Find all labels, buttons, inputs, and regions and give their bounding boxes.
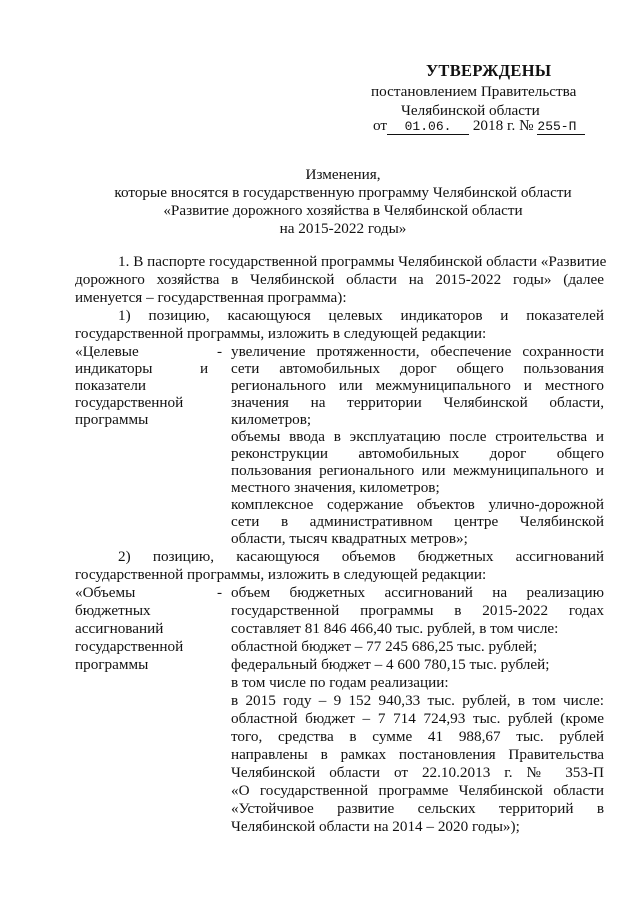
item2-text-line: государственной программы в 2015-2022 годах: [231, 602, 604, 619]
title-line-2: которые вносятся в государственную программу Челябинской области: [114, 184, 572, 201]
approval-heading: УТВЕРЖДЕНЫ: [426, 61, 552, 80]
item1-text-line: объемы ввода в эксплуатацию после строительства и: [231, 428, 604, 445]
item1-text-line: увеличение протяженности, обеспечение сохранности: [231, 343, 604, 360]
item1-text-line: области, тысяч квадратных метров»;: [231, 530, 468, 547]
item1-label-line: индикаторы: [75, 360, 153, 377]
item2-text-line: областной бюджет – 7 714 724,93 тыс. рублей (кроме: [231, 710, 604, 727]
item1-label-line: государственной: [75, 394, 184, 411]
item2-text-line: того, средства в сумме 41 988,67 тыс. рублей: [231, 728, 604, 745]
item2-label-line: «Объемы: [75, 584, 136, 601]
item1-text-line: местного значения, километров;: [231, 479, 440, 496]
item1-line-2: государственной программы, изложить в следующей редакции:: [75, 325, 487, 342]
item1-text-line: пользования регионального или межмуниципального и: [231, 462, 604, 479]
intro-line-2: дорожного хозяйства в Челябинской области на 2015-2022 годы» (далее: [75, 271, 604, 288]
item2-text-line: «О государственной программе Челябинской области: [231, 782, 604, 799]
item1-text-line: значения на территории Челябинской области,: [231, 394, 604, 411]
item1-text-line: сети в административном центре Челябинской: [231, 513, 604, 530]
item2-line-2: государственной программы, изложить в следующей редакции:: [75, 566, 487, 583]
item1-label-line: программы: [75, 411, 149, 428]
title-line-4: на 2015-2022 годы»: [279, 220, 407, 237]
item2-label-line: бюджетных: [75, 602, 151, 619]
approval-line-1: постановлением Правительства: [371, 83, 577, 100]
approval-number: 255-П: [537, 119, 585, 135]
item2-text-line: объем бюджетных ассигнований на реализацию: [231, 584, 604, 601]
item1-label-line: показатели: [75, 377, 147, 394]
item2-text-line: областной бюджет – 77 245 686,25 тыс. рублей;: [231, 638, 538, 655]
item1-text-line: регионального или межмуниципального и местного: [231, 377, 604, 394]
item2-text-line: в том числе по годам реализации:: [231, 674, 449, 691]
item2-text-line: «Устойчивое развитие сельских территорий в: [231, 800, 604, 817]
approval-date: 01.06.: [387, 119, 469, 135]
item1-text-line: реконструкции автомобильных дорог общего: [231, 445, 604, 462]
item1-line-1: 1) позицию, касающуюся целевых индикаторов и показателей: [118, 307, 604, 324]
item2-line-1: 2) позицию, касающуюся объемов бюджетных ассигнований: [118, 548, 604, 565]
item1-text-line: километров;: [231, 411, 312, 428]
item2-text-line: направлены в рамках постановления Правительства: [231, 746, 604, 763]
item2-label-line: государственной: [75, 638, 184, 655]
item2-label-line: ассигнований: [75, 620, 164, 637]
intro-line-1: 1. В паспорте государственной программы Челябинской области «Развитие: [118, 253, 607, 270]
item1-text-line: сети автомобильных дорог общего пользования: [231, 360, 604, 377]
item2-label-line: программы: [75, 656, 149, 673]
title-line-1: Изменения,: [305, 166, 381, 183]
item2-text-line: Челябинской области от 22.10.2013 г. № 353-П: [231, 764, 604, 781]
approval-date-line: [373, 117, 585, 135]
item1-dash: -: [217, 343, 223, 360]
approval-line-2: Челябинской области: [401, 102, 540, 119]
item2-text-line: Челябинской области на 2014 – 2020 годы»);: [231, 818, 520, 835]
item2-text-line: федеральный бюджет – 4 600 780,15 тыс. рублей;: [231, 656, 550, 673]
item2-dash: -: [217, 584, 223, 601]
approval-year: 2018 г. №: [472, 117, 534, 134]
item1-text-line: комплексное содержание объектов улично-дорожной: [231, 496, 604, 513]
item1-label-and: и: [200, 360, 209, 377]
title-line-3: «Развитие дорожного хозяйства в Челябинской области: [163, 202, 523, 219]
item1-label-line: «Целевые: [75, 343, 139, 360]
intro-line-3: именуется – государственная программа):: [75, 289, 347, 306]
approval-from: от: [373, 117, 388, 134]
item2-text-line: составляет 81 846 466,40 тыс. рублей, в том числе:: [231, 620, 559, 637]
item2-text-line: в 2015 году – 9 152 940,33 тыс. рублей, в том числе:: [231, 692, 604, 709]
